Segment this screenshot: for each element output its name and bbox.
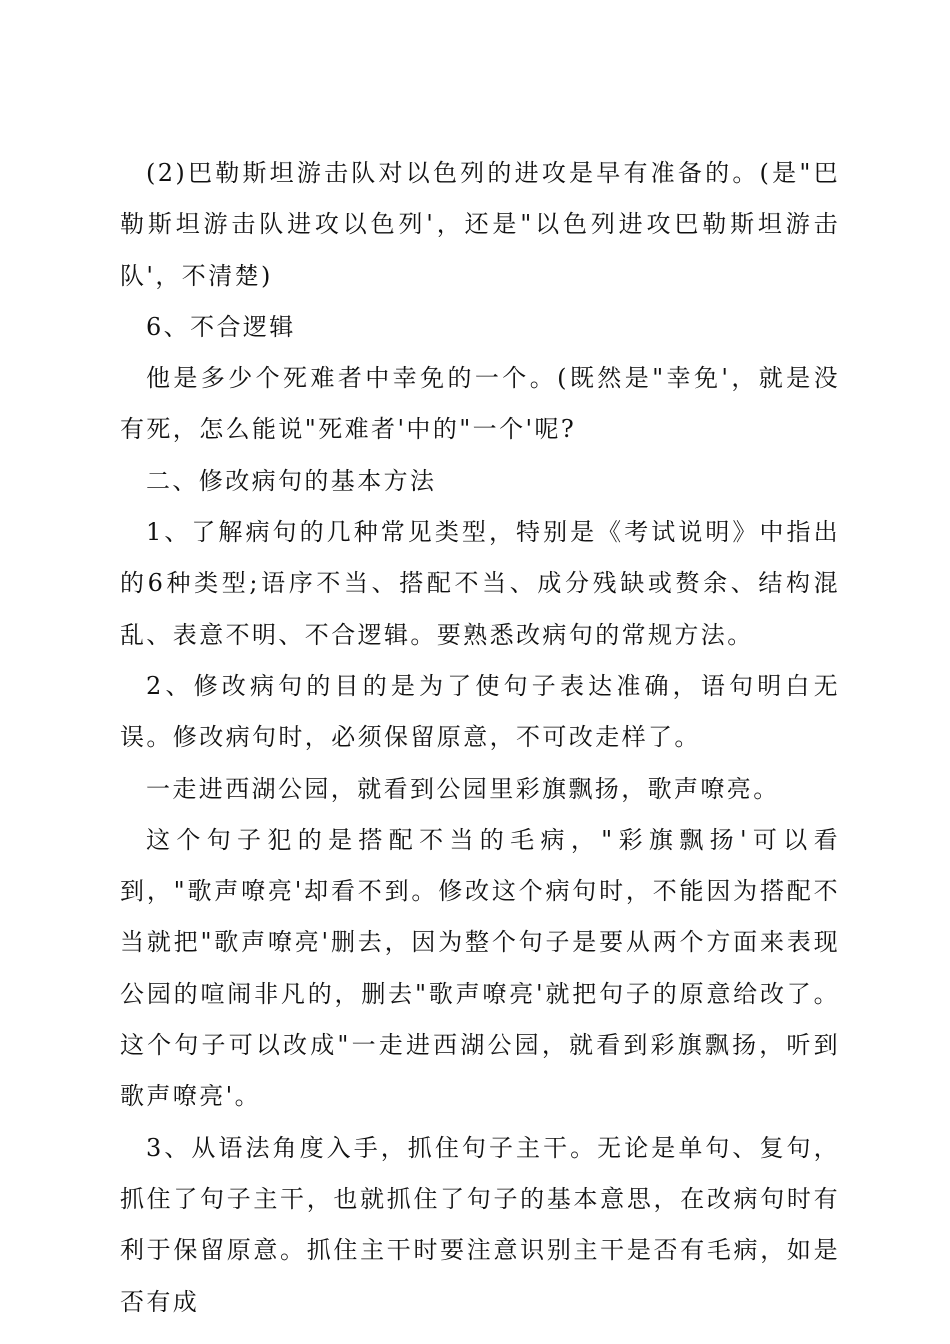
paragraph-method-1: 1、了解病句的几种常见类型，特别是《考试说明》中指出的6种类型;语序不当、搭配不当、成分残缺或赘余、结构混乱、表意不明、不合逻辑。要熟悉改病句的常规方法。: [120, 518, 840, 649]
paragraph-method-3: 3、从语法角度入手，抓住句子主干。无论是单句、复句，抓住了句子主干，也就抓住了句子的基本意思，在改病句时有利于保留原意。抓住主干时要注意识别主干是否有毛病，如是否有成: [120, 1133, 840, 1316]
heading-illogical: 6、不合逻辑: [146, 312, 296, 341]
document-body: [120, 148, 840, 1328]
paragraph-illogical-example: 他是多少个死难者中幸免的一个。(既然是"幸免'，就是没有死，怎么能说"死难者'中的"一个'呢?: [120, 364, 840, 444]
paragraph-example-sentence: 一走进西湖公园，就看到公园里彩旗飘扬，歌声嘹亮。: [146, 774, 780, 803]
paragraph-explanation: 这个句子犯的是搭配不当的毛病，"彩旗飘扬'可以看到，"歌声嘹亮'却看不到。修改这个病句时，不能因为搭配不当就把"歌声嘹亮'删去，因为整个句子是要从两个方面来表现公园的喧闹非凡的，删去"歌声嘹亮'就把句子的原意给改了。这个句子可以改成"一走进西湖公园，就看到彩旗飘扬，听到歌声嘹亮'。: [120, 825, 840, 1111]
section-heading-methods: 二、修改病句的基本方法: [146, 466, 437, 495]
paragraph-method-2: 2、修改病句的目的是为了使句子表达准确，语句明白无误。修改病句时，必须保留原意，不可改走样了。: [120, 671, 840, 752]
paragraph-example-2: (2)巴勒斯坦游击队对以色列的进攻是早有准备的。(是"巴勒斯坦游击队进攻以色列'，还是"以色列进攻巴勒斯坦游击队'，不清楚): [120, 159, 840, 290]
